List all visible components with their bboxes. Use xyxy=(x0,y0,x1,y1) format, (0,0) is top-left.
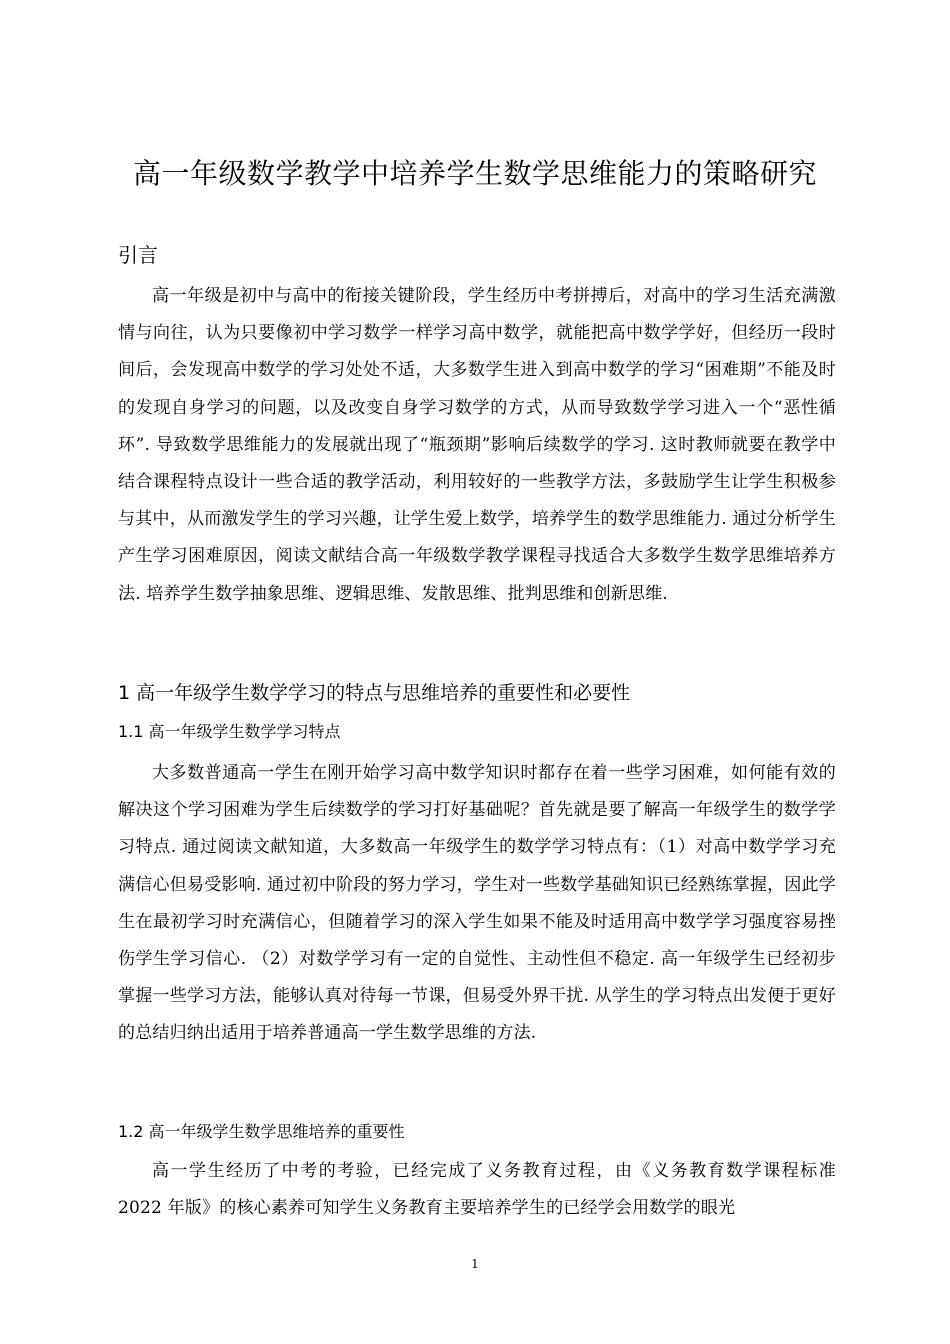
section-1-2-paragraph: 高一学生经历了中考的考验，已经完成了义务教育过程，由《义务教育数学课程标准 2022 年版》的核心素养可知学生义务教育主要培养学生的已经学会用数学的眼光 xyxy=(118,1161,836,1219)
document-title: 高一年级数学教学中培养学生数学思维能力的策略研究 xyxy=(132,157,817,190)
section-1-heading: 1 高一年级学生数学学习的特点与思维培养的重要性和必要性 xyxy=(118,682,631,704)
page-number: 1 xyxy=(471,1257,479,1271)
section-1-1-paragraph: 大多数普通高一学生在刚开始学习高中数学知识时都存在着一些学习困难，如何能有效的解决这个学习困难为学生后续数学的学习打好基础呢？首先就是要了解高一年级学生的数学学习特点. 通过阅读文献知道，大多数高一年级学生的数学学习特点有：（1）对高中数学学习充满信心但易受影响. 通过初中阶段的努力学习，学生对一些数学基础知识已经熟练掌握，因此学生在最初学习时充满信心，但随着学习的深入学生如果不能及时适用高中数学学习强度容易挫伤学生学习信心. （2）对数学学习有一定的自觉性、主动性但不稳定. 高一年级学生已经初步掌握一些学习方法，能够认真对待每一节课，但易受外界干扰. 从学生的学习特点出发便于更好的总结归纳出适用于培养普通高一学生数学思维的方法. xyxy=(118,763,836,1044)
intro-paragraph: 高一年级是初中与高中的衔接关键阶段，学生经历中考拼搏后，对高中的学习生活充满激情与向往，认为只要像初中学习数学一样学习高中数学，就能把高中数学学好，但经历一段时间后，会发现高中数学的学习处处不适，大多数学生进入到高中数学的学习“困难期”不能及时的发现自身学习的问题，以及改变自身学习数学的方式，从而导致数学学习进入一个“恶性循环”. 导致数学思维能力的发展就出现了“瓶颈期”影响后续数学的学习. 这时教师就要在教学中结合课程特点设计一些合适的教学活动，利用较好的一些教学方法，多鼓励学生让学生积极参与其中，从而激发学生的学习兴趣，让学生爱上数学，培养学生的数学思维能力. 通过分析学生产生学习困难原因，阅读文献结合高一年级数学教学课程寻找适合大多数学生数学思维培养方法. 培养学生数学抽象思维、逻辑思维、发散思维、批判思维和创新思维. xyxy=(118,286,836,604)
section-1-1-heading: 1.1 高一年级学生数学学习特点 xyxy=(118,722,341,741)
intro-heading: 引言 xyxy=(118,243,158,267)
section-1-2-heading: 1.2 高一年级学生数学思维培养的重要性 xyxy=(118,1122,405,1141)
